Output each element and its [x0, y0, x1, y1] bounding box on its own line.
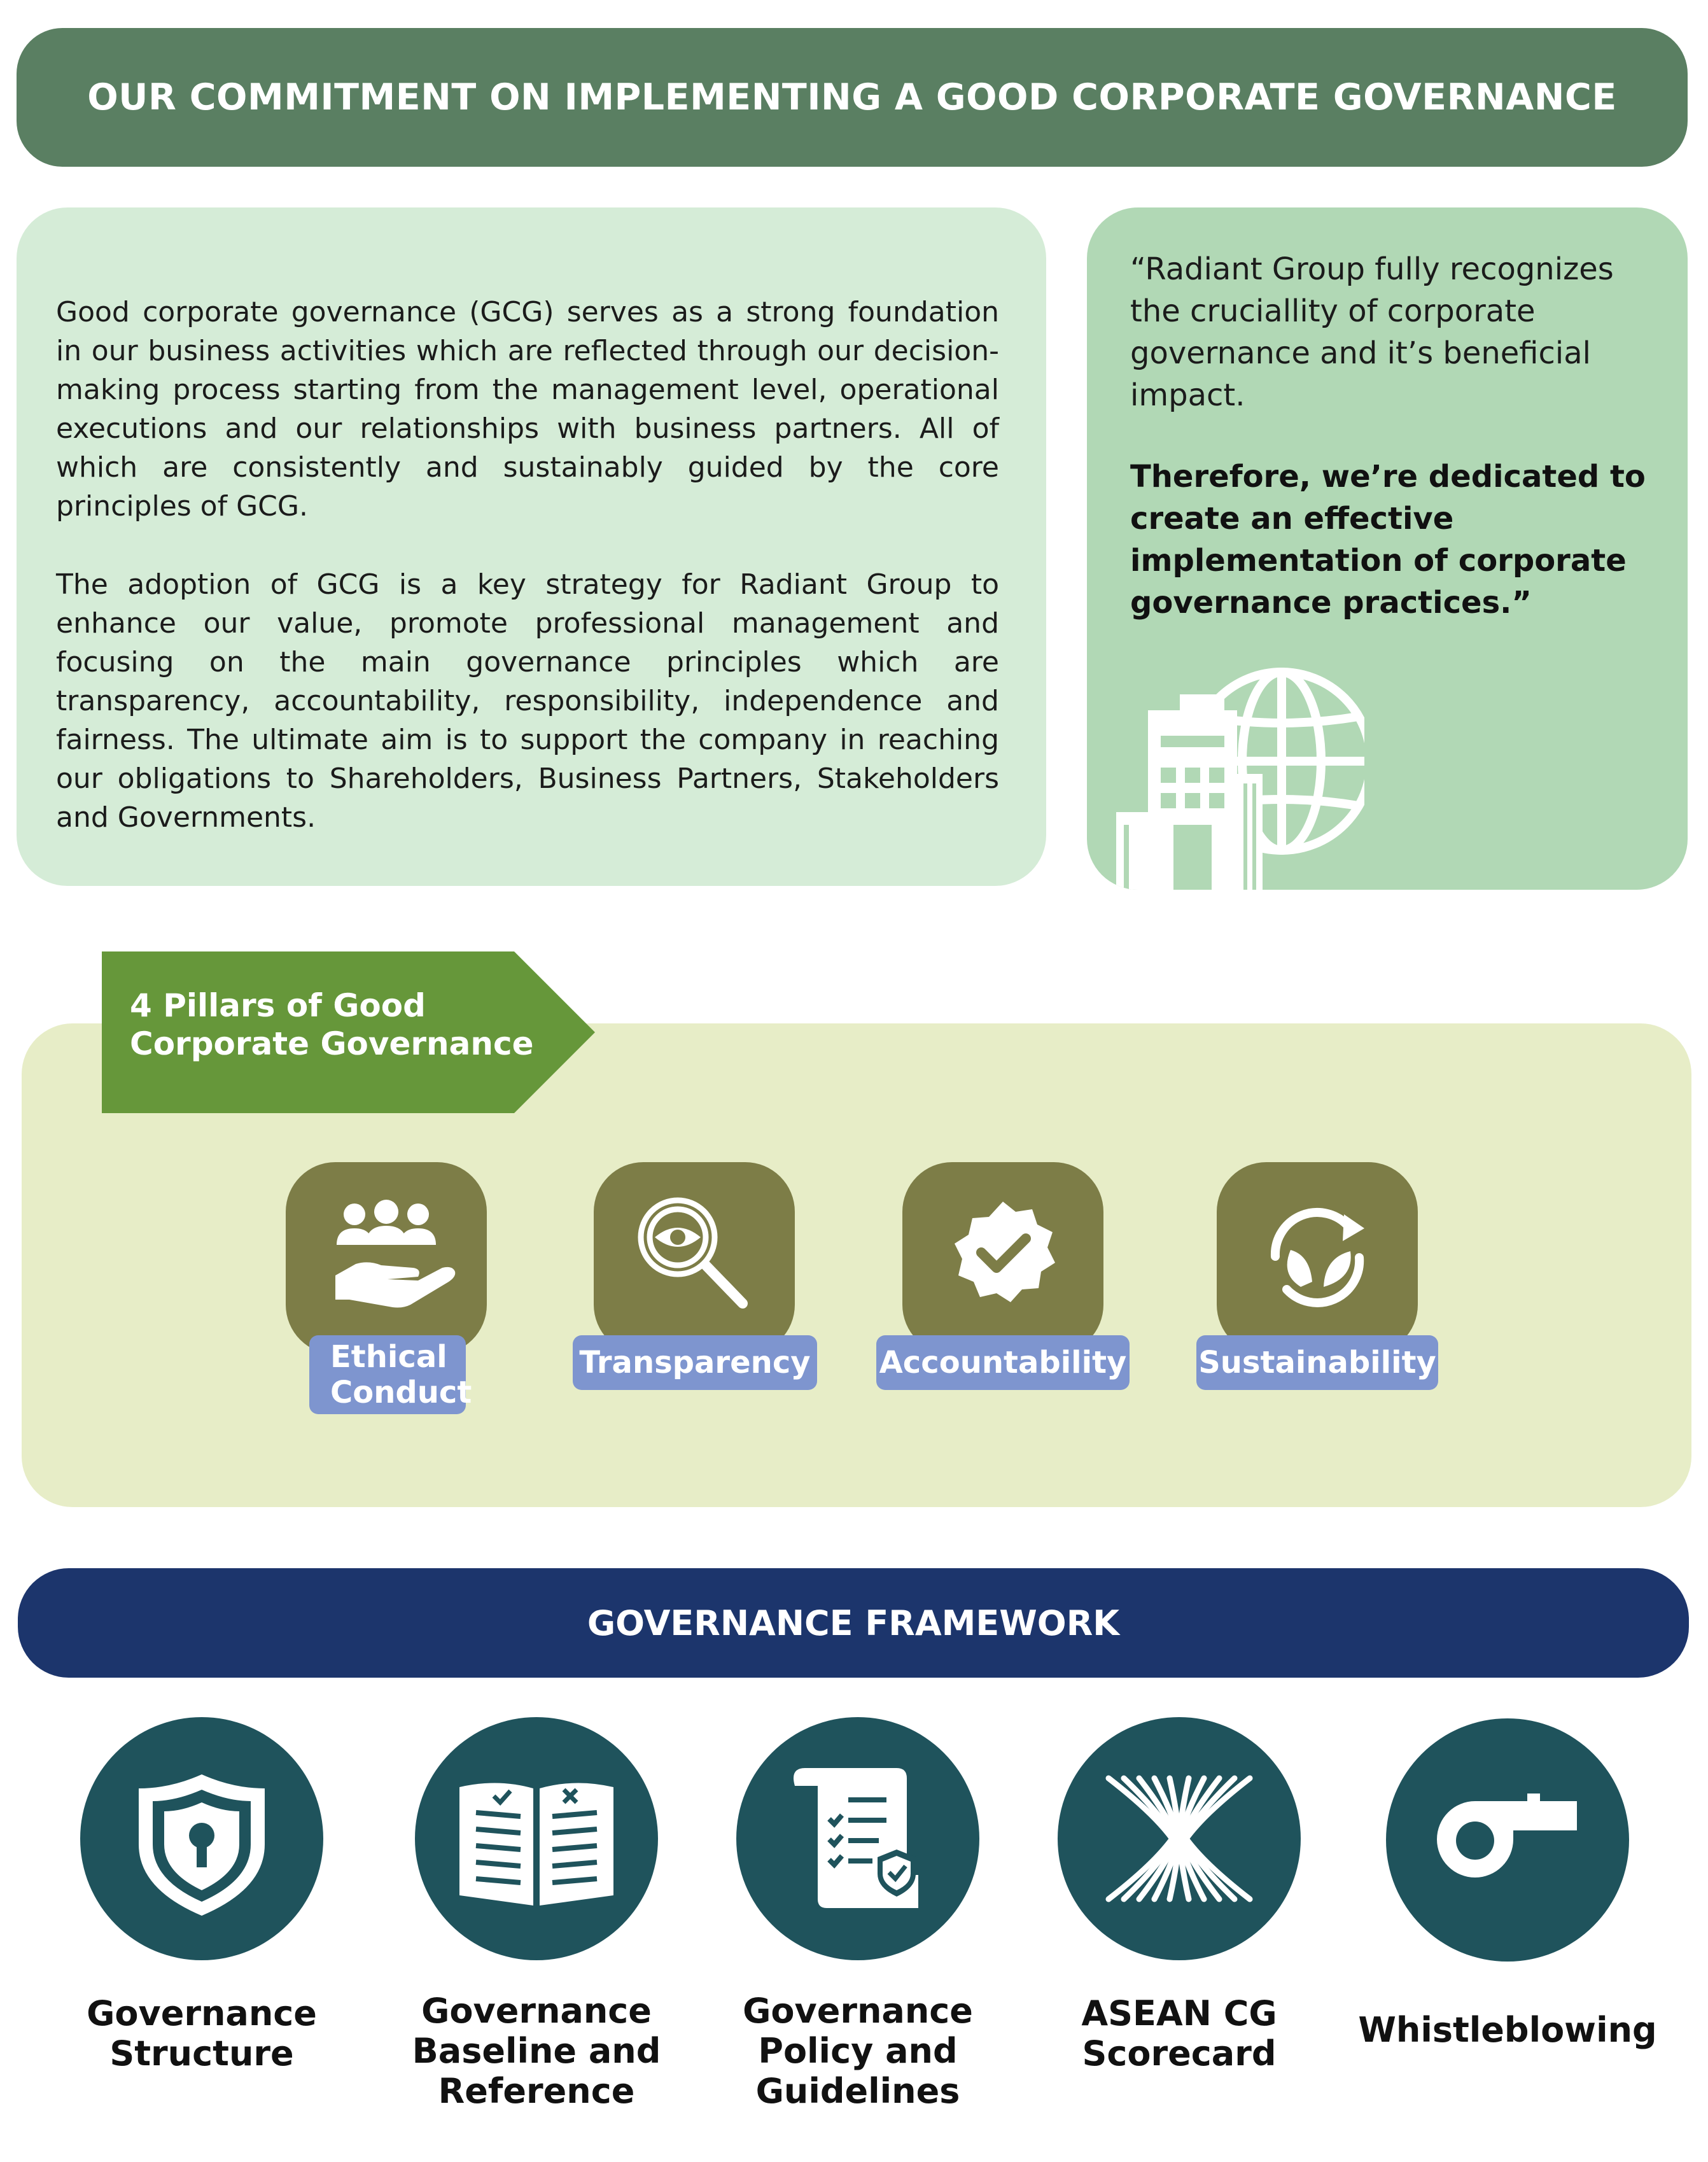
building-globe-icon: [1110, 666, 1364, 890]
pillar-tile-transparency: [594, 1162, 795, 1354]
framework-circle-policy: [736, 1717, 979, 1960]
pillar-label-ethical-conduct: Ethical Conduct: [309, 1335, 466, 1414]
framework-circle-whistleblowing: [1386, 1718, 1629, 1962]
asean-emblem-icon: [1058, 1717, 1301, 1960]
framework-label-whistleblowing: Whistleblowing: [1358, 2010, 1657, 2050]
framework-label-structure: Governance Structure: [87, 1993, 317, 2074]
framework-label-asean: ASEAN CG Scorecard: [1081, 1993, 1277, 2074]
framework-title: GOVERNANCE FRAMEWORK: [587, 1603, 1120, 1643]
pillar-tile-ethical-conduct: [286, 1162, 487, 1354]
intro-paragraph-1: Good corporate governance (GCG) serves as a strong foundation in our business activities which are reflected through our decision-making process starting from the management level, operational executions and our relationships with business partners. All of which are consistently and sustainably guided by the core principles of GCG.: [56, 296, 999, 523]
page-title-banner: [17, 28, 1688, 167]
magnifier-eye-icon: [594, 1162, 795, 1354]
pillars-title: 4 Pillars of Good Corporate Governance: [130, 987, 534, 1062]
framework-circle-asean: [1058, 1717, 1301, 1960]
people-hand-icon: [286, 1162, 487, 1354]
leaf-cycle-icon: [1217, 1162, 1418, 1354]
framework-circle-baseline: [415, 1717, 658, 1960]
whistle-icon: [1386, 1718, 1629, 1962]
pillar-label-transparency: Transparency: [573, 1335, 817, 1390]
pillar-tile-accountability: [902, 1162, 1103, 1354]
framework-label-policy: Governance Policy and Guidelines: [743, 1991, 973, 2111]
pillar-label-sustainability: Sustainability: [1196, 1335, 1438, 1390]
pillar-label-accountability: Accountability: [876, 1335, 1130, 1390]
framework-banner: [18, 1568, 1689, 1678]
quote-text: “Radiant Group fully recognizes the cruciallity of corporate governance and it’s beneficial impact.: [1130, 251, 1614, 413]
policy-scroll-icon: [736, 1717, 979, 1960]
pillar-tile-sustainability: [1217, 1162, 1418, 1354]
quote-emphasis: Therefore, we’re dedicated to create an effective implementation of corporate governance practices.”: [1130, 459, 1646, 621]
quote-panel: [1087, 207, 1688, 890]
verified-badge-icon: [902, 1162, 1103, 1354]
intro-paragraph-2: The adoption of GCG is a key strategy for Radiant Group to enhance our value, promote professional management and focusing on the main governance principles which are transparency, accountability, responsibility, independence and fairness. The ultimate aim is to support the company in reaching our obligations to Shareholders, Business Partners, Stakeholders and Governments.: [56, 568, 999, 834]
open-book-icon: [415, 1717, 658, 1960]
framework-circle-structure: [80, 1717, 323, 1960]
framework-label-baseline: Governance Baseline and Reference: [412, 1991, 661, 2111]
page-title: OUR COMMITMENT ON IMPLEMENTING A GOOD CORPORATE GOVERNANCE: [87, 76, 1617, 118]
intro-panel: [17, 207, 1046, 886]
shield-lock-icon: [80, 1717, 323, 1960]
